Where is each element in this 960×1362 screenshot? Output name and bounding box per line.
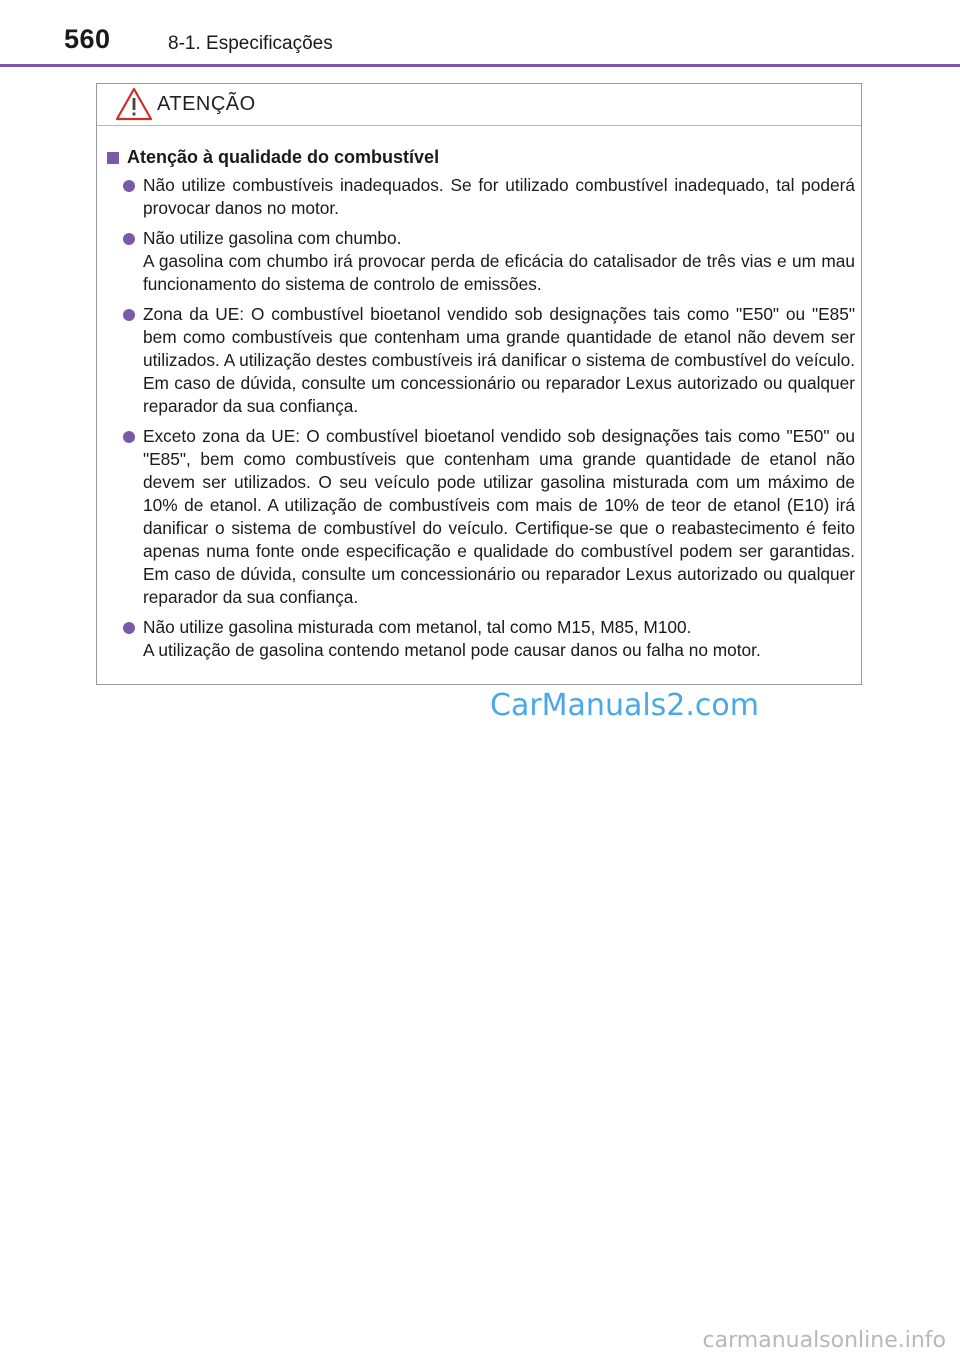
subheading-text: Atenção à qualidade do combustível [127, 147, 440, 167]
bullet-item [123, 616, 855, 662]
bullet-dot-icon [123, 431, 135, 443]
bullet-dot-icon [123, 622, 135, 634]
page-header [0, 0, 960, 68]
bullet-item [123, 227, 855, 296]
bullet-text: Zona da UE: O combustível bioetanol vendido sob designações tais como "E50" ou "E85" bem como combustíveis que contenham uma grande quantidade de etanol não devem ser utilizados. A utilização destes combustíveis irá danificar o sistema de combustível do veículo. Em caso de dúvida, consulte um concessionário ou reparador Lexus autorizado ou qualquer reparador da sua confiança. [143, 304, 855, 416]
warning-title: ATENÇÃO [157, 93, 256, 115]
bullet-text-continued: A gasolina com chumbo irá provocar perda de eficácia do catalisador de três vias e um mau funcionamento do sistema de controlo de emissões. [143, 251, 855, 294]
bullet-dot-icon [123, 233, 135, 245]
bullet-text: Não utilize gasolina misturada com metanol, tal como M15, M85, M100. [143, 617, 692, 637]
bullet-item [123, 425, 855, 609]
page-number: 560 [64, 24, 111, 54]
bullet-list [123, 174, 855, 669]
bullet-text: Não utilize combustíveis inadequados. Se for utilizado combustível inadequado, tal poderá provocar danos no motor. [143, 175, 855, 218]
bullet-dot-icon [123, 180, 135, 192]
bullet-item [123, 303, 855, 418]
bullet-dot-icon [123, 309, 135, 321]
warning-header [97, 84, 861, 126]
warning-triangle-icon [115, 87, 153, 121]
site-watermark: CarManuals2.com [490, 688, 760, 723]
square-bullet-icon [107, 152, 119, 164]
header-rule [0, 64, 960, 67]
section-title: 8-1. Especificações [168, 33, 333, 54]
warning-box [96, 83, 862, 685]
subheading [107, 147, 439, 168]
bullet-item [123, 174, 855, 220]
footer-watermark: carmanualsonline.info [702, 1328, 946, 1353]
bullet-text: Não utilize gasolina com chumbo. [143, 228, 402, 248]
bullet-text: Exceto zona da UE: O combustível bioetanol vendido sob designações tais como "E50" ou "E85", bem como combustíveis que contenham uma grande quantidade de etanol não devem ser utilizados. O seu veículo pode utilizar gasolina misturada com um máximo de 10% de etanol. A utilização de combustíveis com mais de 10% de teor de etanol (E10) irá danificar o sistema de combustível do veículo. Certifique-se que o reabastecimento é feito apenas numa fonte onde especificação e qualidade do combustível podem ser garantidas. Em caso de dúvida, consulte um concessionário ou reparador Lexus autorizado ou qualquer reparador da sua confiança. [143, 426, 855, 607]
bullet-text-continued: A utilização de gasolina contendo metanol pode causar danos ou falha no motor. [143, 640, 761, 660]
